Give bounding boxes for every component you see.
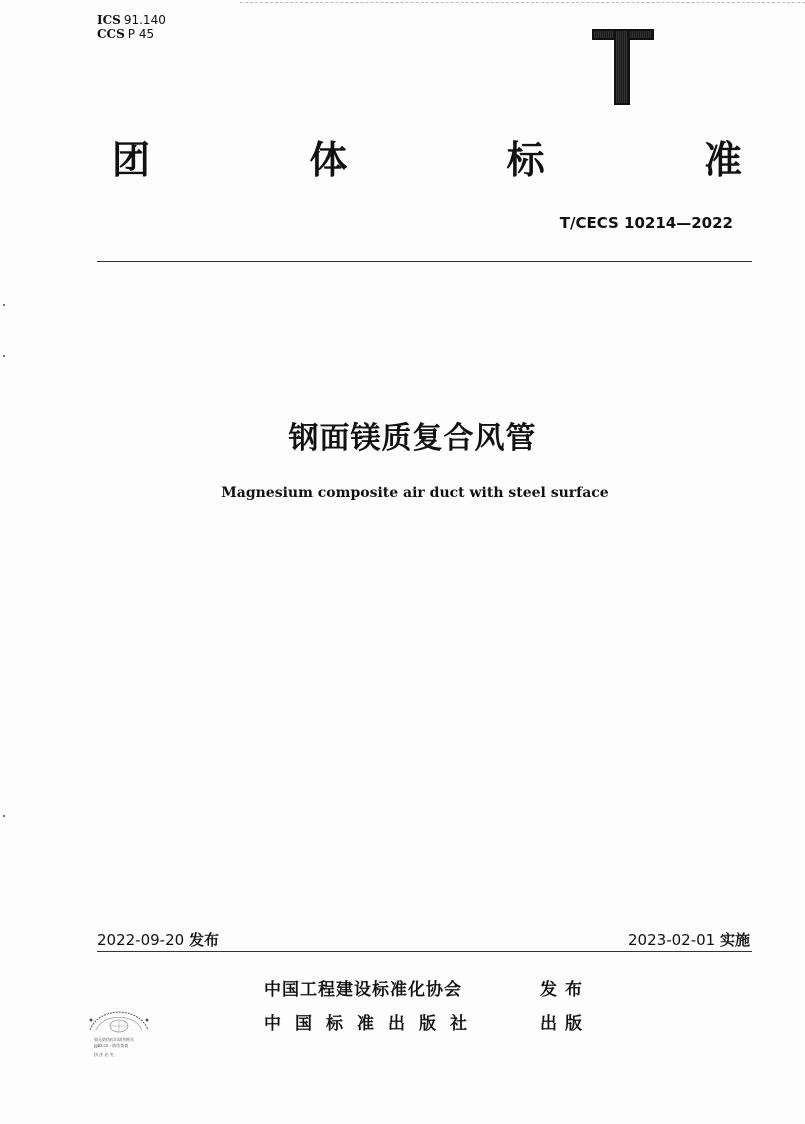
implementation-date bbox=[628, 929, 750, 950]
top-divider bbox=[97, 261, 752, 262]
title-chinese: 钢面镁质复合风管 bbox=[288, 421, 537, 456]
scan-speck bbox=[3, 355, 5, 357]
anti-counterfeit-seal-icon bbox=[78, 1000, 160, 1060]
title-english: Magnesium composite air duct with steel surface bbox=[221, 485, 609, 501]
seal-text: 执 法 必 究 bbox=[94, 1052, 114, 1057]
publisher-role: 发布 bbox=[540, 980, 590, 1000]
implementation-date-label: 实施 bbox=[719, 931, 750, 949]
category-char: 准 bbox=[703, 138, 742, 182]
implementation-date-value: 2023-02-01 bbox=[628, 931, 716, 949]
t-logo-icon bbox=[592, 29, 654, 105]
seal-graphic bbox=[78, 1000, 160, 1040]
classification-codes bbox=[97, 13, 166, 41]
issue-date bbox=[97, 929, 219, 950]
publisher-name: 中国工程建设标准化协会 bbox=[264, 980, 462, 1000]
standard-number: T/CECS 10214—2022 bbox=[559, 214, 733, 232]
publisher-name: 中国标准出版社 bbox=[264, 1014, 481, 1034]
seal-text: jgbz.cn · 防伪查询 bbox=[94, 1043, 129, 1048]
scan-speck bbox=[3, 304, 5, 306]
seal-text: 如无防伪标识请勿购买 bbox=[94, 1037, 134, 1042]
standard-category-title bbox=[112, 138, 742, 182]
category-char: 标 bbox=[506, 138, 545, 182]
category-char: 团 bbox=[112, 138, 151, 182]
t-logo-stem bbox=[614, 29, 630, 105]
publisher-role: 出版 bbox=[540, 1014, 590, 1034]
bottom-divider bbox=[97, 951, 752, 952]
scan-speck bbox=[3, 815, 5, 817]
ics-code: ICS 91.140 bbox=[97, 13, 166, 27]
scan-edge bbox=[240, 2, 805, 3]
issue-date-value: 2022-09-20 bbox=[97, 931, 185, 949]
publisher-row bbox=[264, 975, 590, 1000]
ccs-code: CCS P 45 bbox=[97, 27, 155, 41]
issue-date-label: 发布 bbox=[188, 931, 219, 949]
publisher-row bbox=[264, 1009, 590, 1034]
category-char: 体 bbox=[309, 138, 348, 182]
